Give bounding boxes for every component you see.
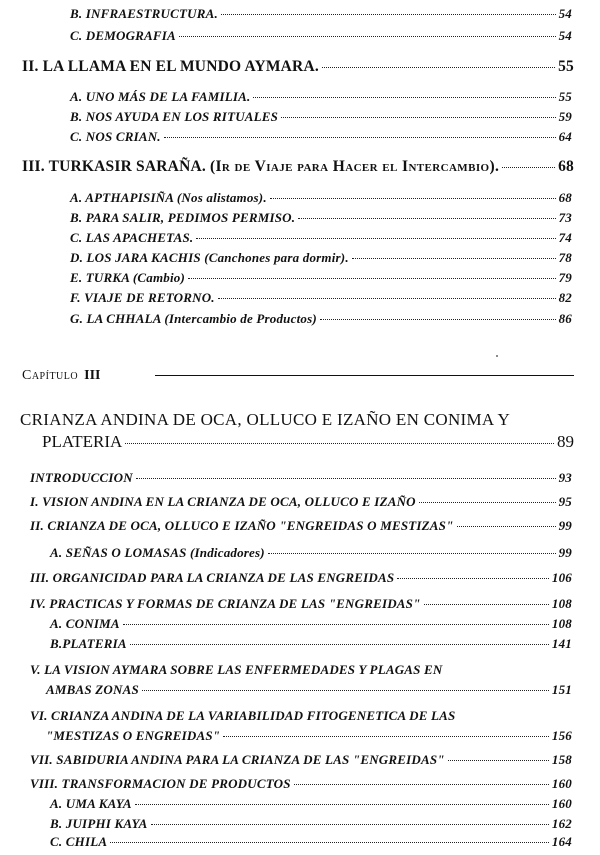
toc-entry [50, 816, 572, 832]
toc-entry-page: 164 [551, 834, 572, 849]
print-speck [496, 355, 498, 357]
toc-entry-page: 74 [558, 230, 572, 245]
toc-entry-label: A. UMA KAYA [50, 796, 132, 811]
leader-dots [298, 218, 555, 219]
toc-entry-page: 108 [551, 616, 572, 631]
toc-entry-page: 93 [558, 470, 572, 485]
toc-entry-label: II. CRIANZA DE OCA, OLLUCO E IZAÑO "ENGREIDAS O MESTIZAS" [30, 518, 454, 533]
toc-entry [70, 210, 572, 226]
leader-dots [448, 760, 549, 761]
toc-entry-label: C. DEMOGRAFIA [70, 28, 176, 43]
toc-entry-line [30, 662, 572, 678]
toc-entry-page: 106 [551, 570, 572, 585]
toc-entry [30, 596, 572, 612]
chapter-title-line2: PLATERIA [42, 432, 123, 451]
toc-entry-page: 82 [558, 290, 572, 305]
toc-section-heading [22, 158, 574, 176]
chapter-heading [22, 368, 100, 384]
toc-entry-label: C. NOS CRIAN. [70, 129, 161, 144]
leader-dots [223, 736, 549, 737]
leader-dots [502, 167, 555, 168]
toc-entry-page: 99 [558, 518, 572, 533]
toc-entry-page: 95 [558, 494, 572, 509]
chapter-title-line2-row [42, 432, 574, 452]
toc-entry-label: C. CHILA [50, 834, 108, 849]
toc-entry [70, 311, 572, 327]
toc-entry-label: C. LAS APACHETAS. [70, 230, 194, 245]
toc-entry-label: B.PLATERIA [50, 636, 127, 651]
toc-entry-label: "MESTIZAS O ENGREIDAS" [46, 728, 221, 743]
toc-entry-page: 108 [551, 596, 572, 611]
leader-dots [142, 690, 549, 691]
toc-entry [70, 129, 572, 145]
leader-dots [151, 824, 549, 825]
toc-entry-page: 156 [551, 728, 572, 743]
toc-entry-label: A. APTHAPISIÑA (Nos alistamos). [70, 190, 267, 205]
toc-entry [30, 494, 572, 510]
toc-entry-label: A. SEÑAS O LOMASAS (Indicadores) [50, 545, 265, 560]
leader-dots [136, 478, 556, 479]
toc-entry-label: VI. CRIANZA ANDINA DE LA VARIABILIDAD FITOGENETICA DE LAS [30, 708, 456, 723]
toc-entry [70, 230, 572, 246]
leader-dots [253, 97, 555, 98]
chapter-title-page: 89 [557, 432, 574, 451]
toc-entry-label: INTRODUCCION [30, 470, 133, 485]
toc-entry-label: B. JUIPHI KAYA [50, 816, 148, 831]
toc-entry-line [30, 708, 572, 724]
toc-entry [70, 190, 572, 206]
toc-entry [70, 89, 572, 105]
leader-dots [294, 784, 549, 785]
toc-entry [70, 250, 572, 266]
toc-entry-label: B. NOS AYUDA EN LOS RITUALES [70, 109, 279, 124]
chapter-number: III [84, 368, 101, 383]
leader-dots [135, 804, 549, 805]
chapter-rule [155, 375, 574, 376]
toc-entry-page: 160 [551, 776, 572, 791]
toc-entry [50, 636, 572, 652]
toc-entry-page: 68 [558, 190, 572, 205]
toc-entry [70, 109, 572, 125]
toc-section-label: III. TURKASIR SARAÑA. [22, 158, 206, 175]
toc-entry-label: B. PARA SALIR, PEDIMOS PERMISO. [70, 210, 296, 225]
toc-entry-page: 78 [558, 250, 572, 265]
toc-entry-page: 54 [558, 28, 572, 43]
toc-entry-label: AMBAS ZONAS [46, 682, 139, 697]
toc-entry-label: V. LA VISION AYMARA SOBRE LAS ENFERMEDADES Y PLAGAS EN [30, 662, 443, 677]
leader-dots [164, 137, 556, 138]
leader-dots [196, 238, 555, 239]
toc-entry-label: IV. PRACTICAS Y FORMAS DE CRIANZA DE LAS "ENGREIDAS" [30, 596, 421, 611]
toc-entry-page: 55 [558, 89, 572, 104]
chapter-word: Capítulo [22, 368, 79, 383]
leader-dots [322, 67, 555, 68]
toc-entry [50, 545, 572, 561]
toc-entry-page: 54 [558, 6, 572, 21]
leader-dots [281, 117, 555, 118]
toc-entry [46, 682, 572, 698]
toc-entry [50, 616, 572, 632]
toc-entry-label: A. CONIMA [50, 616, 120, 631]
toc-section-page: 55 [558, 58, 574, 75]
toc-entry-label: VII. SABIDURIA ANDINA PARA LA CRIANZA DE LAS "ENGREIDAS" [30, 752, 445, 767]
toc-entry [46, 728, 572, 744]
toc-entry-page: 99 [558, 545, 572, 560]
toc-entry [70, 28, 572, 44]
leader-dots [130, 644, 549, 645]
leader-dots [218, 298, 556, 299]
leader-dots [110, 842, 549, 843]
toc-entry-page: 59 [558, 109, 572, 124]
toc-entry-page: 141 [551, 636, 572, 651]
toc-entry-label: I. VISION ANDINA EN LA CRIANZA DE OCA, OLLUCO E IZAÑO [30, 494, 416, 509]
leader-dots [270, 198, 556, 199]
toc-entry-label: B. INFRAESTRUCTURA. [70, 6, 218, 21]
leader-dots [352, 258, 556, 259]
toc-section-subtitle: (Ir de Viaje para Hacer el Intercambio). [209, 158, 500, 175]
toc-entry [30, 752, 572, 768]
toc-entry [70, 6, 572, 22]
toc-entry-page: 73 [558, 210, 572, 225]
leader-dots [457, 526, 556, 527]
leader-dots [123, 624, 549, 625]
toc-entry-page: 79 [558, 270, 572, 285]
chapter-title-line1: CRIANZA ANDINA DE OCA, OLLUCO E IZAÑO EN CONIMA Y [20, 410, 511, 429]
toc-entry-page: 64 [558, 129, 572, 144]
toc-entry [30, 776, 572, 792]
toc-entry-label: E. TURKA (Cambio) [70, 270, 185, 285]
toc-entry-page: 151 [551, 682, 572, 697]
leader-dots [125, 443, 554, 444]
toc-entry [70, 290, 572, 306]
toc-entry-label: G. LA CHHALA (Intercambio de Productos) [70, 311, 317, 326]
toc-entry [30, 470, 572, 486]
toc-entry-label: F. VIAJE DE RETORNO. [70, 290, 215, 305]
toc-entry [70, 270, 572, 286]
leader-dots [397, 578, 549, 579]
leader-dots [179, 36, 556, 37]
leader-dots [424, 604, 549, 605]
toc-entry-page: 158 [551, 752, 572, 767]
toc-section-heading [22, 58, 574, 76]
toc-entry-page: 162 [551, 816, 572, 831]
toc-entry [30, 518, 572, 534]
leader-dots [419, 502, 556, 503]
leader-dots [188, 278, 556, 279]
toc-section-label: II. LA LLAMA EN EL MUNDO AYMARA. [22, 58, 319, 75]
leader-dots [268, 553, 556, 554]
toc-entry-page: 86 [558, 311, 572, 326]
toc-entry-label: A. UNO MÁS DE LA FAMILIA. [70, 89, 251, 104]
toc-section-page: 68 [558, 158, 574, 175]
toc-entry-label: III. ORGANICIDAD PARA LA CRIANZA DE LAS ENGREIDAS [30, 570, 395, 585]
toc-entry-label: VIII. TRANSFORMACION DE PRODUCTOS [30, 776, 291, 791]
toc-entry-label: D. LOS JARA KACHIS (Canchones para dormir). [70, 250, 349, 265]
toc-entry [50, 834, 572, 850]
toc-entry-page: 160 [551, 796, 572, 811]
toc-entry [30, 570, 572, 586]
leader-dots [221, 14, 556, 15]
toc-entry [50, 796, 572, 812]
leader-dots [320, 319, 556, 320]
